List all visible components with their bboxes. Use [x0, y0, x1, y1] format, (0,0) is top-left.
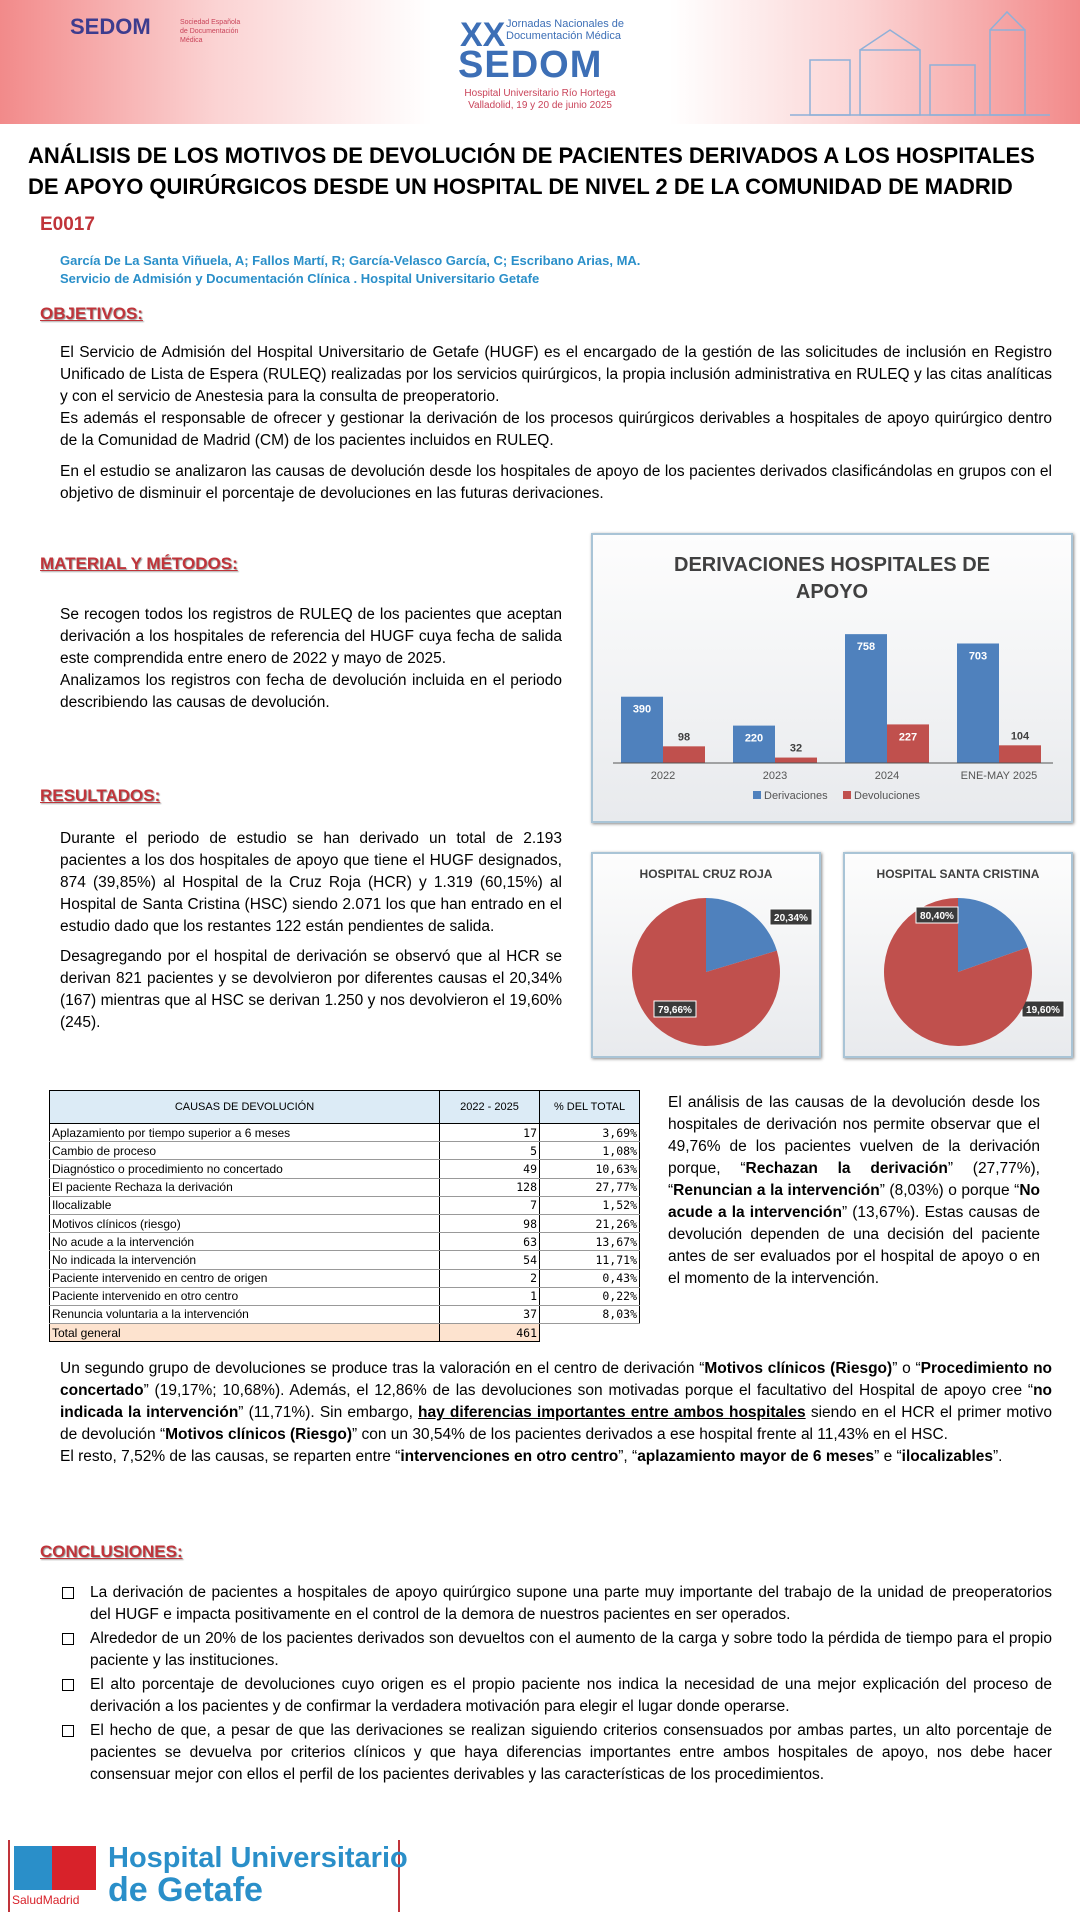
- table-row: [50, 1160, 640, 1178]
- table-cell-cause: Motivos clínicos (riesgo): [50, 1214, 440, 1232]
- resultados-p4: [60, 1446, 1052, 1468]
- event-acronym: SEDOM: [458, 44, 603, 86]
- hospital-logo-text: [108, 1842, 408, 1909]
- affiliation: Servicio de Admisión y Documentación Clínica . Hospital Universitario Getafe: [60, 271, 540, 286]
- p3-e: ” (19,17%; 10,68%). Además, el 12,86% de las devoluciones son motivadas porque el facultativo del Hospital de apoyo cree “: [143, 1382, 1034, 1399]
- table-row: [50, 1142, 640, 1160]
- side-text-bold-rechazan: Rechazan la derivación: [745, 1160, 948, 1177]
- table-cell-cause: Paciente intervenido en centro de origen: [50, 1269, 440, 1287]
- table-cell-percent: 27,77%: [540, 1178, 640, 1196]
- table-cell-cause: Paciente intervenido en otro centro: [50, 1287, 440, 1305]
- p4-e: ” e “: [874, 1448, 902, 1465]
- side-text-a: El análisis de las causas de la devolución desde los hospitales de derivación nos permite observar que el 49,76% de los pacientes vuelven de la derivación porque, “: [668, 1094, 1040, 1177]
- pie-chart-box-santa-cristina: [843, 852, 1073, 1058]
- bar-derivaciones: [845, 634, 887, 763]
- bar-chart-title-line2: APOYO: [795, 581, 869, 603]
- table-cell-count: 128: [440, 1178, 540, 1196]
- objetivos-p2: Es además el responsable de ofrecer y gestionar la derivación de los procesos quirúrgicos derivables a hospitales de apoyo quirúrgico dentro de la Comunidad de Madrid (CM) de los pacientes incluidos en RULEQ.: [60, 410, 1052, 449]
- legend-label: Devoluciones: [854, 790, 921, 802]
- table-cell-percent: 0,22%: [540, 1287, 640, 1305]
- table-cell-count: 98: [440, 1214, 540, 1232]
- side-text-e: ” (8,03%) o porque “: [879, 1182, 1020, 1199]
- metodos-heading: MATERIAL Y MÉTODOS:: [40, 554, 238, 573]
- table-cell-percent: 8,03%: [540, 1305, 640, 1323]
- resultados-p1: Durante el periodo de estudio se han derivado un total de 2.193 pacientes a los dos hospitales de apoyo que tiene el HUGF designados, 874 (39,85%) al Hospital de la Cruz Roja (HCR) y 1.319 (60,15%) al Hospital de Santa Cristina (HSC) siendo 2.071 los que han entrado en el estudio dado que los restantes 122 están pendientes de salida.: [60, 830, 562, 935]
- legend-swatch: [753, 791, 761, 799]
- metodos-text: [60, 604, 562, 714]
- table-row: [50, 1178, 640, 1196]
- table-row: [50, 1196, 640, 1214]
- pie-value-label: 80,40%: [920, 911, 954, 922]
- p4-f: ilocalizables: [901, 1448, 993, 1465]
- p4-d: aplazamiento mayor de 6 meses: [637, 1448, 875, 1465]
- bar-chart-box: [591, 533, 1073, 823]
- conclusion-item: [58, 1628, 1052, 1672]
- objetivos-heading: OBJETIVOS:: [40, 304, 143, 323]
- authors-block: [60, 252, 640, 288]
- bar-chart-title-line1: DERIVACIONES HOSPITALES DE: [674, 554, 990, 576]
- bar-value-label: 220: [744, 732, 764, 745]
- bar-category-label: 2022: [650, 770, 676, 782]
- bar-value-label: 32: [789, 742, 803, 755]
- bar-devoluciones: [887, 724, 929, 763]
- bar-value-label: 758: [856, 641, 876, 654]
- p3-b: Motivos clínicos (Riesgo): [704, 1360, 893, 1377]
- table-cell-percent: 10,63%: [540, 1160, 640, 1178]
- pie-chart-cruz-roja: [593, 854, 819, 1056]
- side-text-bold-renuncian: Renuncian a la intervención: [673, 1182, 880, 1199]
- authors: García De La Santa Viñuela, A; Fallos Martí, R; García-Velasco García, C; Escribano Arias, MA.: [60, 253, 641, 268]
- pie-title: HOSPITAL CRUZ ROJA: [639, 867, 773, 881]
- cathedral-illustration-icon: [790, 10, 1050, 120]
- table-row: [50, 1233, 640, 1251]
- table-row: [50, 1305, 640, 1323]
- metodos-p1: Se recogen todos los registros de RULEQ de los pacientes que aceptan derivación a los hospitales de referencia del HUGF cuya fecha de salida este comprendida entre enero de 2022 y mayo de 2025.: [60, 606, 562, 667]
- bar-category-label: 2023: [762, 770, 788, 782]
- table-header-row: [50, 1091, 640, 1124]
- bar-devoluciones: [663, 746, 705, 763]
- legend-label: Derivaciones: [764, 790, 828, 802]
- table-row: [50, 1269, 640, 1287]
- table-cell-count: 54: [440, 1251, 540, 1269]
- poster-code: E0017: [40, 214, 95, 235]
- pie-chart-santa-cristina: [845, 854, 1071, 1056]
- resultados-side-text: [668, 1092, 1040, 1290]
- objetivos-p3: En el estudio se analizaron las causas de devolución desde los hospitales de apoyo de los pacientes derivados clasificándolas en grupos con el objetivo de disminuir el porcentaje de devoluciones en las futuras derivaciones.: [60, 463, 1052, 502]
- table-cell-cause: Renuncia voluntaria a la intervención: [50, 1305, 440, 1323]
- table-cell-percent: 13,67%: [540, 1233, 640, 1251]
- bar-value-label: 104: [1010, 730, 1030, 743]
- table-cell-count: 7: [440, 1196, 540, 1214]
- checkbox-bullet-icon: [62, 1587, 74, 1599]
- table-cell-percent: 1,52%: [540, 1196, 640, 1214]
- society-subtitle: Sociedad Española de Documentación Médica: [180, 19, 241, 44]
- table-cell-cause: Diagnóstico o procedimiento no concertado: [50, 1160, 440, 1178]
- conclusion-item: [58, 1720, 1052, 1786]
- p3-j: Motivos clínicos (Riesgo): [165, 1426, 353, 1443]
- poster-title: ANÁLISIS DE LOS MOTIVOS DE DEVOLUCIÓN DE PACIENTES DERIVADOS A LOS HOSPITALES DE APOYO QUIRÚRGICOS DESDE UN HOSPITAL DE NIVEL 2 DE LA COMUNIDAD DE MADRID: [28, 143, 1035, 199]
- metodos-p2: Analizamos los registros con fecha de devolución incluida en el periodo describiendo las causas de devolución.: [60, 672, 562, 711]
- table-cell-cause: Ilocalizable: [50, 1196, 440, 1214]
- bar-value-label: 98: [677, 731, 691, 744]
- conclusiones-list: [58, 1582, 1052, 1788]
- objetivos-p1: El Servicio de Admisión del Hospital Universitario de Getafe (HUGF) es el encargado de la gestión de las solicitudes de inclusión en Registro Unificado de Lista de Espera (RULEQ) realizadas por los servicios quirúrgicos, la propia inclusión administrativa en RULEQ y las citas analíticas y con el servicio de Anestesia para la consulta de preoperatorio.: [60, 344, 1052, 405]
- p3-g: ” (11,71%). Sin embargo,: [238, 1404, 419, 1421]
- checkbox-bullet-icon: [62, 1633, 74, 1645]
- causes-table: [49, 1090, 640, 1342]
- pie-value-label: 20,34%: [774, 913, 808, 924]
- p3-d: Procedimiento no concertado: [60, 1360, 1053, 1399]
- bar-category-label: ENE-MAY 2025: [960, 770, 1038, 782]
- salud-madrid-label: SaludMadrid: [12, 1893, 80, 1907]
- table-cell-percent: 21,26%: [540, 1214, 640, 1232]
- community-flag-icon: [52, 1846, 96, 1890]
- event-place: Hospital Universitario Río Hortega: [464, 88, 616, 99]
- conclusion-text: El hecho de que, a pesar de que las derivaciones se realizan siguiendo criterios consensuados por ambas partes, un alto porcentaje de pacientes se devuelva por criterios clínicos y que haya diferencias importantes entre ambos hospitales de apoyo, nos debe hacer consensuar mejor con ellos el perfil de los pacientes derivables y las características de los procedimientos.: [90, 1722, 1052, 1783]
- table-cell-count: 5: [440, 1142, 540, 1160]
- checkbox-bullet-icon: [62, 1679, 74, 1691]
- table-cell-percent: 0,43%: [540, 1269, 640, 1287]
- resultados-p3: [60, 1358, 1052, 1446]
- conclusion-text: La derivación de pacientes a hospitales de apoyo quirúrgico supone una parte muy importante del trabajo de la unidad de preoperatorios del HUGF e impacta positivamente en el control de la demora de nuestros pacientes en ser operados.: [90, 1584, 1052, 1623]
- bar-value-label: 390: [632, 703, 652, 716]
- table-total-row: [50, 1324, 640, 1342]
- side-text-bold-no-acude: No acude a la intervención: [668, 1182, 1040, 1221]
- resultados-heading: RESULTADOS:: [40, 786, 161, 805]
- pie-value-label: 79,66%: [658, 1005, 692, 1016]
- hospital-name-line2: de Getafe: [108, 1871, 263, 1909]
- society-logo: SEDOM: [70, 14, 151, 39]
- resultados-text: [60, 828, 562, 1034]
- pie-value-label: 19,60%: [1026, 1005, 1060, 1016]
- conclusion-text: Alrededor de un 20% de los pacientes derivados son devueltos con el aumento de la carga y sobre todo la pérdida de tiempo para el propio paciente y las instituciones.: [90, 1630, 1052, 1669]
- bar-value-label: 703: [968, 650, 988, 663]
- table-cell-count: 37: [440, 1305, 540, 1323]
- bar-chart: [593, 535, 1071, 821]
- p3-a: Un segundo grupo de devoluciones se produce tras la valoración en el centro de derivación “: [60, 1360, 705, 1377]
- table-cell-count: 2: [440, 1269, 540, 1287]
- conclusiones-heading: CONCLUSIONES:: [40, 1542, 183, 1561]
- causes-table-wrap: [49, 1090, 640, 1342]
- conclusion-item: [58, 1674, 1052, 1718]
- event-edition: XX: [460, 16, 506, 54]
- p3-i: siendo en el HCR el primer motivo de devolución “: [60, 1404, 1052, 1443]
- table-total-label: Total general: [50, 1324, 440, 1342]
- checkbox-bullet-icon: [62, 1725, 74, 1737]
- table-header-percent: % DEL TOTAL: [540, 1091, 640, 1124]
- p3-f: no indicada la intervención: [60, 1382, 1052, 1421]
- table-cell-cause: El paciente Rechaza la derivación: [50, 1178, 440, 1196]
- conclusion-text: El alto porcentaje de devoluciones cuyo origen es el propio paciente nos indica la necesidad de una mejor explicación del proceso de derivación a los pacientes y de confirmar la verdadera motivación para elegir el lugar donde operarse.: [90, 1676, 1052, 1715]
- table-cell-cause: No indicada la intervención: [50, 1251, 440, 1269]
- p4-g: ”.: [993, 1448, 1003, 1465]
- resultados-full-text: [60, 1358, 1052, 1468]
- p4-a: El resto, 7,52% de las causas, se reparten entre “: [60, 1448, 401, 1465]
- pie-title: HOSPITAL SANTA CRISTINA: [876, 867, 1040, 881]
- table-cell-count: 17: [440, 1124, 540, 1142]
- table-cell-percent: 3,69%: [540, 1124, 640, 1142]
- table-row: [50, 1287, 640, 1305]
- side-text-c: ” (27,77%), “: [668, 1160, 1040, 1199]
- table-cell-cause: Cambio de proceso: [50, 1142, 440, 1160]
- table-row: [50, 1251, 640, 1269]
- p3-h: hay diferencias importantes entre ambos hospitales: [418, 1404, 806, 1421]
- side-text-g: ” (13,67%). Estas causas de devolución dependen de una decisión del paciente antes de ser evaluados por el hospital de apoyo o en el momento de la intervención.: [668, 1204, 1040, 1287]
- table-cell-count: 63: [440, 1233, 540, 1251]
- table-row: [50, 1214, 640, 1232]
- conclusion-item: [58, 1582, 1052, 1626]
- event-place-date: [440, 88, 640, 112]
- table-cell-percent: 11,71%: [540, 1251, 640, 1269]
- table-cell-cause: Aplazamiento por tiempo superior a 6 meses: [50, 1124, 440, 1142]
- p4-b: intervenciones en otro centro: [400, 1448, 619, 1465]
- hospital-name-line1: Hospital Universitario: [108, 1842, 408, 1874]
- legend-swatch: [843, 791, 851, 799]
- p3-k: ” con un 30,54% de los pacientes derivados a ese hospital frente al 11,43% en el HSC.: [352, 1426, 948, 1443]
- objetivos-text: [60, 342, 1052, 505]
- p3-c: ” o “: [892, 1360, 921, 1377]
- pie-chart-box-cruz-roja: [591, 852, 821, 1058]
- table-cell-count: 49: [440, 1160, 540, 1178]
- resultados-p2: Desagregando por el hospital de derivación se observó que al HCR se derivan 821 pacientes y se devolvieron por diferentes causas el 20,34% (167) mientras que al HSC se derivan 1.250 y nos devolvieron el 19,60% (245).: [60, 948, 562, 1031]
- table-cell-count: 1: [440, 1287, 540, 1305]
- p4-c: ”, “: [618, 1448, 638, 1465]
- table-header-count: 2022 - 2025: [440, 1091, 540, 1124]
- bar-value-label: 227: [898, 731, 918, 744]
- bar-category-label: 2024: [874, 770, 900, 782]
- table-cell-cause: No acude a la intervención: [50, 1233, 440, 1251]
- table-total-value: 461: [440, 1324, 540, 1342]
- bar-devoluciones: [999, 745, 1041, 763]
- event-date: Valladolid, 19 y 20 de junio 2025: [468, 100, 612, 111]
- table-header-cause: CAUSAS DE DEVOLUCIÓN: [50, 1091, 440, 1124]
- table-cell-percent: 1,08%: [540, 1142, 640, 1160]
- bar-devoluciones: [775, 758, 817, 763]
- event-name: Jornadas Nacionales de Documentación Médica: [506, 18, 625, 42]
- table-row: [50, 1124, 640, 1142]
